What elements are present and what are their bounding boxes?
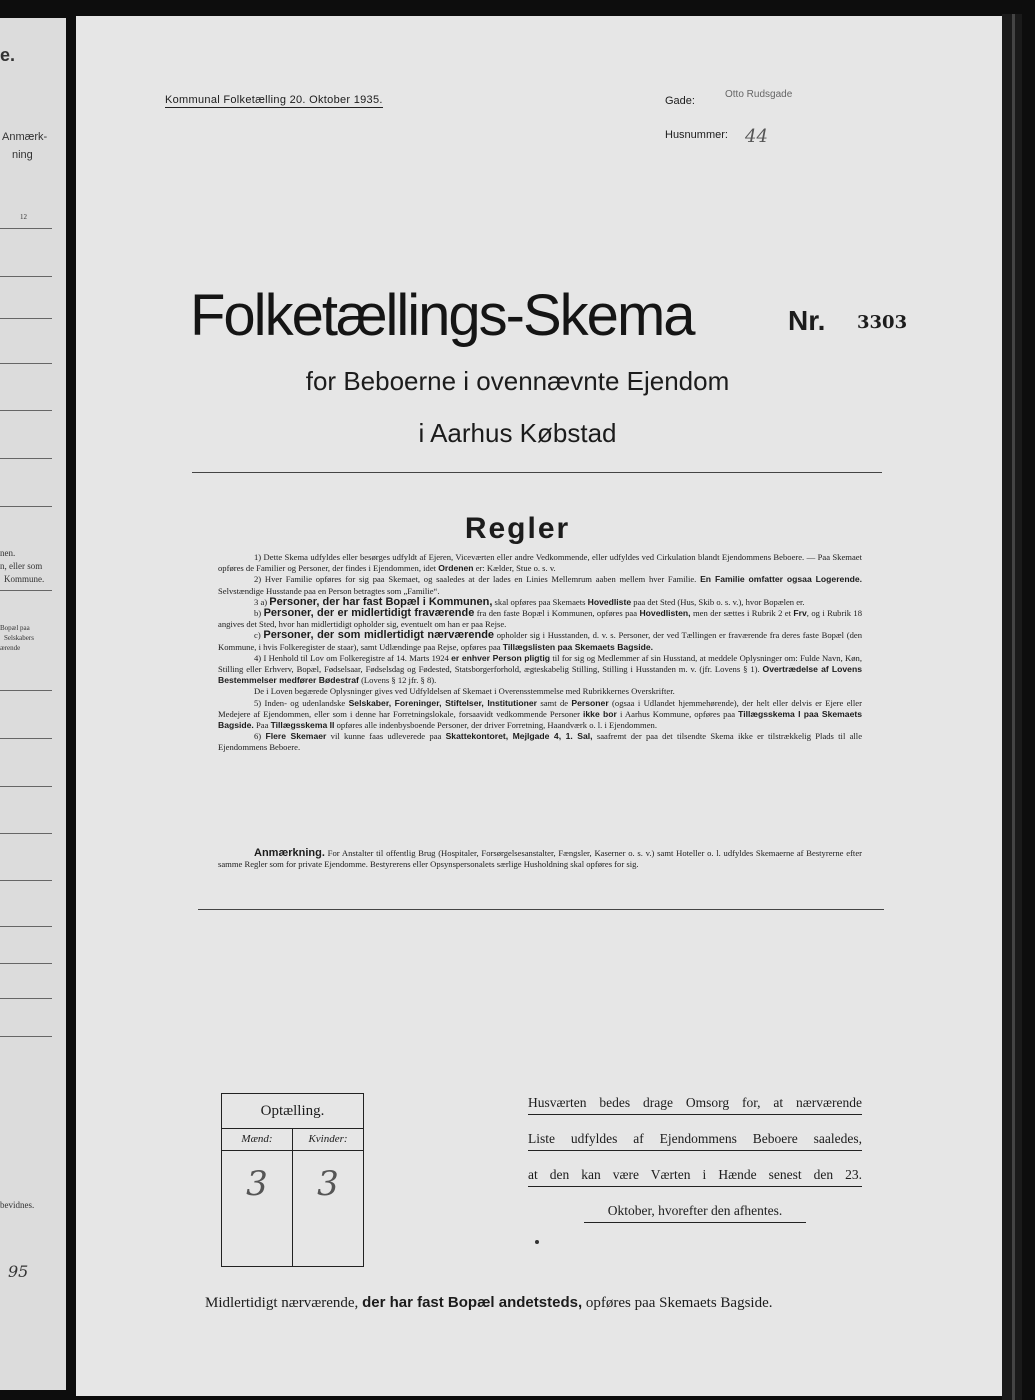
rules-text xyxy=(218,552,862,754)
rules-heading: Regler xyxy=(464,512,571,545)
house-number-label: Husnummer: xyxy=(665,129,728,141)
left-fragment: ning xyxy=(12,149,33,161)
left-fragment: bevidnes. xyxy=(0,1200,35,1210)
divider xyxy=(192,472,882,473)
divider xyxy=(0,833,52,834)
divider xyxy=(0,228,52,229)
rule-4-note: De i Loven begærede Oplysninger gives ved Udfyldelsen af Skemaet i Overensstemmelse med Rubrikkernes Overskrifter. xyxy=(254,686,675,697)
left-fragment: n, eller som xyxy=(0,561,43,571)
divider xyxy=(0,506,52,507)
footer-text: opføres paa Skemaets Bagside. xyxy=(585,1295,773,1311)
rule-2: 2) Hver Familie opføres for sig paa Skemaet, og saaledes at der lades en Linies Mellemrum aaben mellem hver Familie. En Familie omfatter ogsaa Logerende. Selvstændige Husstande paa en Person betragtes som „Familie“. xyxy=(218,574,862,596)
divider xyxy=(0,738,52,739)
remark-note xyxy=(218,848,862,870)
left-handwritten-number: 95 xyxy=(8,1262,29,1281)
form-title: Folketællings-Skema xyxy=(190,283,694,348)
rule-3c: c) Personer, der som midlertidigt nærværende opholder sig i Husstanden, d. v. s. Personer, der ved Tællingen er fraværende fra deres faste Bopæl (den Kommune, i hvis Folkeregister de staar), samt Udlændinge paa Rejse, opføres paa Tillægslisten paa Skemaets Bagside. xyxy=(218,629,862,652)
house-number-value: 44 xyxy=(745,126,768,147)
left-fragment: e. xyxy=(0,45,16,65)
rule-1: 1) Dette Skema udfyldes eller besørges udfyldt af Ejeren, Viceværten eller andre Vedkommende, eller udfyldes ved Cirkulation blandt Ejendommens Beboere. — Paa Skemaet opføres de Familier og Personer, der findes i Ejendommen, idet Ordenen er: Kælder, Stue o. s. v. xyxy=(218,552,862,574)
footer-text: Midlertidigt nærværende, xyxy=(205,1295,359,1311)
rule-6: 6) Flere Skemaer vil kunne faas udleverede paa Skattekontoret, Mejlgade 4, 1. Sal, saafremt der paa det tilsendte Skema ikke er tilstrækkelig Plads til alle Ejendommens Beboere. xyxy=(218,731,863,753)
notice-line: Oktober, hvorefter den afhentes. xyxy=(584,1201,806,1223)
divider xyxy=(0,926,52,927)
rule-3b: b) Personer, der er midlertidigt fraværende fra den faste Bopæl i Kommunen, opføres paa Hovedlisten, men der sættes i Rubrik 2 et Frv, og i Rubrik 18 angives det Sted, hvor han midlertidigt opholder sig, eventuelt om han er paa Rejse. xyxy=(218,607,863,630)
notice-line: Husværten bedes drage Omsorg for, at nærværende xyxy=(528,1093,862,1115)
divider xyxy=(0,458,52,459)
divider xyxy=(0,786,52,787)
footer-note xyxy=(205,1294,773,1312)
women-count: 3 xyxy=(317,1164,339,1204)
form-number-value: 3303 xyxy=(857,312,908,333)
form-subtitle: for Beboerne i ovennævnte Ejendom xyxy=(305,366,730,396)
form-number-label: Nr. xyxy=(788,305,826,336)
remark-label: Anmærkning. xyxy=(254,847,325,859)
rule-5: 5) Inden- og udenlandske Selskaber, Foreninger, Stiftelser, Institutioner samt de Personer (ogsaa i Udlandet hjemmehørende), der helt eller delvis er Ejere eller Medejere af Ejendommen, eller som i denne har Forretningslokale, forsaavidt vedkommende Personer ikke bor i Aarhus Kommune, opføres paa Tillægsskema I paa Skemaets Bagside. Paa Tillægsskema II opføres alle indenbysboende Personer, der driver Forretning, Haandværk o. l. i Ejendommen. xyxy=(218,697,862,731)
landlord-notice xyxy=(528,1093,862,1237)
divider xyxy=(0,880,52,881)
ink-dot xyxy=(535,1240,539,1244)
divider xyxy=(0,363,52,364)
street-value: Otto Rudsgade xyxy=(725,89,793,100)
count-title: Optælling. xyxy=(222,1094,363,1129)
remark-text: For Anstalter til offentlig Brug (Hospitaler, Forsørgelsesanstalter, Fængsler, Kaserner o. s. v.) samt Hoteller o. l. udfyldes Skemaerne af Bestyrerne efter samme Regler som for private Ejendomme. Bestyrerens eller Opsynspersonalets særlige Husholdning skal opføres for sig. xyxy=(218,848,862,870)
men-label: Mænd: xyxy=(222,1128,292,1151)
footer-bold-text: der har fast Bopæl andetsteds, xyxy=(362,1294,583,1311)
divider xyxy=(0,318,52,319)
census-heading: Kommunal Folketælling 20. Oktober 1935. xyxy=(165,94,383,106)
left-fragment: nen. xyxy=(0,548,16,558)
divider xyxy=(0,690,52,691)
page-edge xyxy=(1012,14,1015,1400)
left-fragment: ærende xyxy=(0,644,21,652)
notice-line: Liste udfyldes af Ejendommens Beboere saaledes, xyxy=(528,1129,862,1151)
count-box xyxy=(221,1093,364,1267)
left-fragment: Selskabers xyxy=(4,634,34,642)
form-subtitle-city: i Aarhus Købstad xyxy=(418,418,617,448)
divider xyxy=(0,410,52,411)
women-label: Kvinder: xyxy=(293,1128,363,1151)
left-fragment: 12 xyxy=(20,213,27,221)
divider xyxy=(0,963,52,964)
divider xyxy=(198,909,884,910)
divider xyxy=(0,590,52,591)
divider xyxy=(0,276,52,277)
notice-line: at den kan være Værten i Hænde senest den 23. xyxy=(528,1165,862,1187)
left-fragment: Anmærk- xyxy=(2,131,48,143)
left-fragment: Kommune. xyxy=(4,574,45,584)
rule-4: 4) I Henhold til Lov om Folkeregistre af 14. Marts 1924 er enhver Person pligtig til for sig og Medlemmer af sin Husstand, at meddele Oplysninger om: Fulde Navn, Køn, Stilling eller Erhverv, Bopæl, Fødselsaar, Fødselsdag og Fødested, Statsborgerforhold, ægteskabelig Stilling, Stilling i Husstanden m. v. (jfr. Lovens § 1). Overtrædelse af Lovens Bestemmelser medfører Bødestraf (Lovens § 12 jfr. § 8). xyxy=(218,652,862,686)
rule-3a: 3 a) Personer, der har fast Bopæl i Kommunen, skal opføres paa Skemaets Hovedliste paa det Sted (Hus, Skib o. s. v.), hvor Bopælen er. xyxy=(254,595,805,608)
divider xyxy=(0,1036,52,1037)
left-fragment: Bopæl paa xyxy=(0,624,30,632)
divider xyxy=(0,998,52,999)
left-page-fragment xyxy=(0,18,66,1390)
street-label: Gade: xyxy=(665,95,695,107)
men-count: 3 xyxy=(246,1164,268,1204)
